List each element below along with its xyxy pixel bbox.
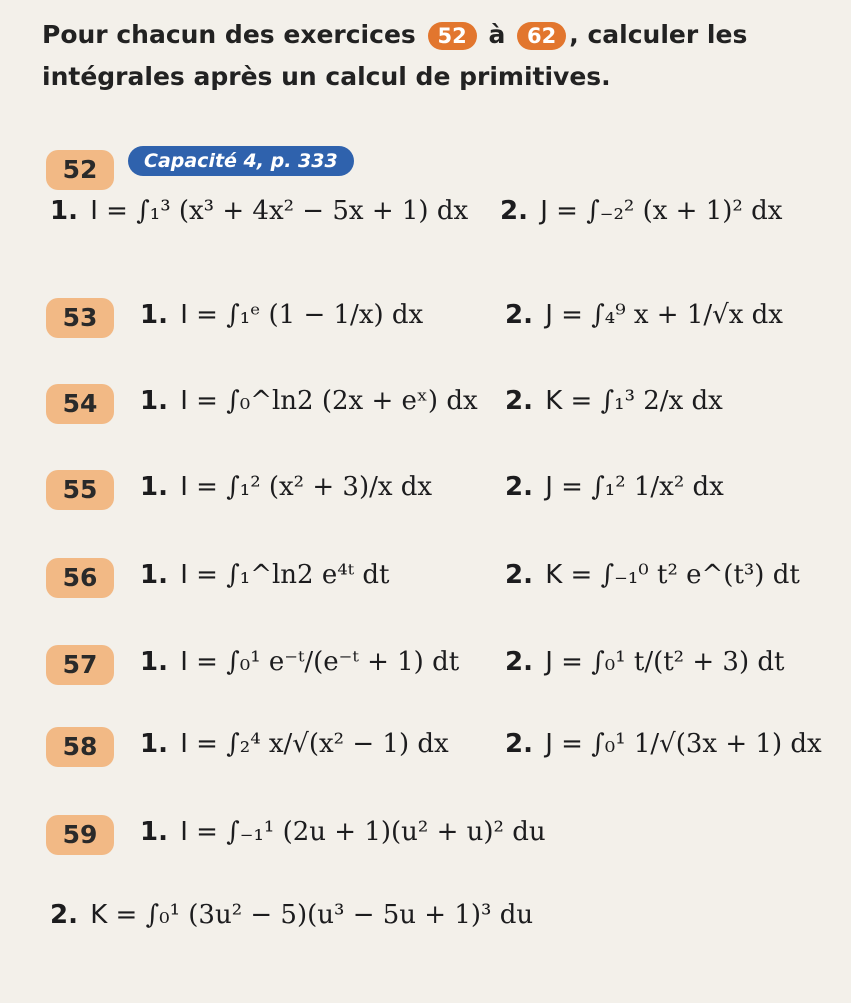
item-lhs: J = (545, 472, 583, 502)
item-lhs: I = (180, 560, 218, 590)
integral-expression: ∫₁^ln2 e⁴ᵗ dt (226, 560, 390, 590)
integral-expression: ∫₁ᵉ (1 − 1/x) dx (226, 300, 424, 330)
item-lhs: J = (545, 729, 583, 759)
item-lhs: I = (180, 300, 218, 330)
item-label: 1. (140, 560, 168, 590)
exercise-52-item-1 (50, 196, 468, 226)
exercise-59-item-1 (140, 817, 546, 847)
integral-expression: ∫₋₁¹ (2u + 1)(u² + u)² du (226, 817, 546, 847)
item-label: 1. (140, 729, 168, 759)
exercise-54-item-2 (505, 386, 723, 416)
item-lhs: I = (180, 729, 218, 759)
item-lhs: I = (90, 196, 128, 226)
exercise-number-57: 57 (46, 645, 114, 685)
intro-text-before: Pour chacun des exercices (42, 20, 416, 49)
exercise-53-item-2 (505, 300, 783, 330)
exercise-58-item-1 (140, 729, 449, 759)
item-label: 2. (505, 472, 533, 502)
integral-expression: ∫₁³ (x³ + 4x² − 5x + 1) dx (136, 196, 469, 226)
exercise-55-item-2 (505, 472, 724, 502)
integral-expression: ∫₁² (x² + 3)/x dx (226, 472, 433, 502)
exercise-number-52: 52 (46, 150, 114, 190)
item-lhs: K = (90, 900, 138, 930)
integral-expression: ∫₋₁⁰ t² e^(t³) dt (600, 560, 800, 590)
integral-expression: ∫₀¹ e⁻ᵗ/(e⁻ᵗ + 1) dt (226, 647, 460, 677)
integral-expression: ∫₋₂² (x + 1)² dx (586, 196, 783, 226)
item-lhs: K = (545, 560, 593, 590)
exercise-56-item-1 (140, 560, 389, 590)
item-label: 2. (50, 900, 78, 930)
intro-connector: à (488, 20, 506, 49)
exercise-59-item-2 (50, 900, 533, 930)
exercise-ref-start: 52 (428, 22, 477, 50)
item-lhs: J = (545, 647, 583, 677)
integral-expression: ∫₀^ln2 (2x + eˣ) dx (226, 386, 478, 416)
integral-expression: ∫₀¹ 1/√(3x + 1) dx (591, 729, 822, 759)
exercise-ref-end: 62 (517, 22, 566, 50)
item-lhs: I = (180, 647, 218, 677)
integral-expression: ∫₂⁴ x/√(x² − 1) dx (226, 729, 449, 759)
item-label: 1. (140, 386, 168, 416)
exercise-number-53: 53 (46, 298, 114, 338)
item-label: 2. (500, 196, 528, 226)
item-label: 2. (505, 729, 533, 759)
integral-expression: ∫₄⁹ x + 1/√x dx (591, 300, 783, 330)
exercise-55-item-1 (140, 472, 432, 502)
exercise-number-59: 59 (46, 815, 114, 855)
exercise-number-56: 56 (46, 558, 114, 598)
exercise-number-58: 58 (46, 727, 114, 767)
item-label: 1. (140, 647, 168, 677)
item-label: 2. (505, 300, 533, 330)
item-label: 2. (505, 386, 533, 416)
exercise-53-item-1 (140, 300, 423, 330)
exercise-58-item-2 (505, 729, 822, 759)
item-label: 1. (140, 817, 168, 847)
item-label: 1. (140, 472, 168, 502)
item-lhs: J = (540, 196, 578, 226)
item-lhs: I = (180, 472, 218, 502)
capacity-badge: Capacité 4, p. 333 (128, 146, 354, 176)
instructions (42, 14, 832, 98)
exercise-54-item-1 (140, 386, 478, 416)
exercise-57-item-2 (505, 647, 784, 677)
intro-text-after: , calculer les intégrales après un calcul de primitives. (42, 20, 748, 91)
item-label: 1. (50, 196, 78, 226)
item-lhs: K = (545, 386, 593, 416)
integral-expression: ∫₀¹ (3u² − 5)(u³ − 5u + 1)³ du (145, 900, 534, 930)
item-label: 2. (505, 647, 533, 677)
exercise-number-54: 54 (46, 384, 114, 424)
exercise-57-item-1 (140, 647, 459, 677)
integral-expression: ∫₁² 1/x² dx (591, 472, 724, 502)
item-lhs: I = (180, 386, 218, 416)
exercise-52-item-2 (500, 196, 782, 226)
integral-expression: ∫₀¹ t/(t² + 3) dt (591, 647, 785, 677)
exercise-number-55: 55 (46, 470, 114, 510)
exercise-56-item-2 (505, 560, 800, 590)
item-label: 2. (505, 560, 533, 590)
item-lhs: J = (545, 300, 583, 330)
item-label: 1. (140, 300, 168, 330)
item-lhs: I = (180, 817, 218, 847)
integral-expression: ∫₁³ 2/x dx (600, 386, 723, 416)
